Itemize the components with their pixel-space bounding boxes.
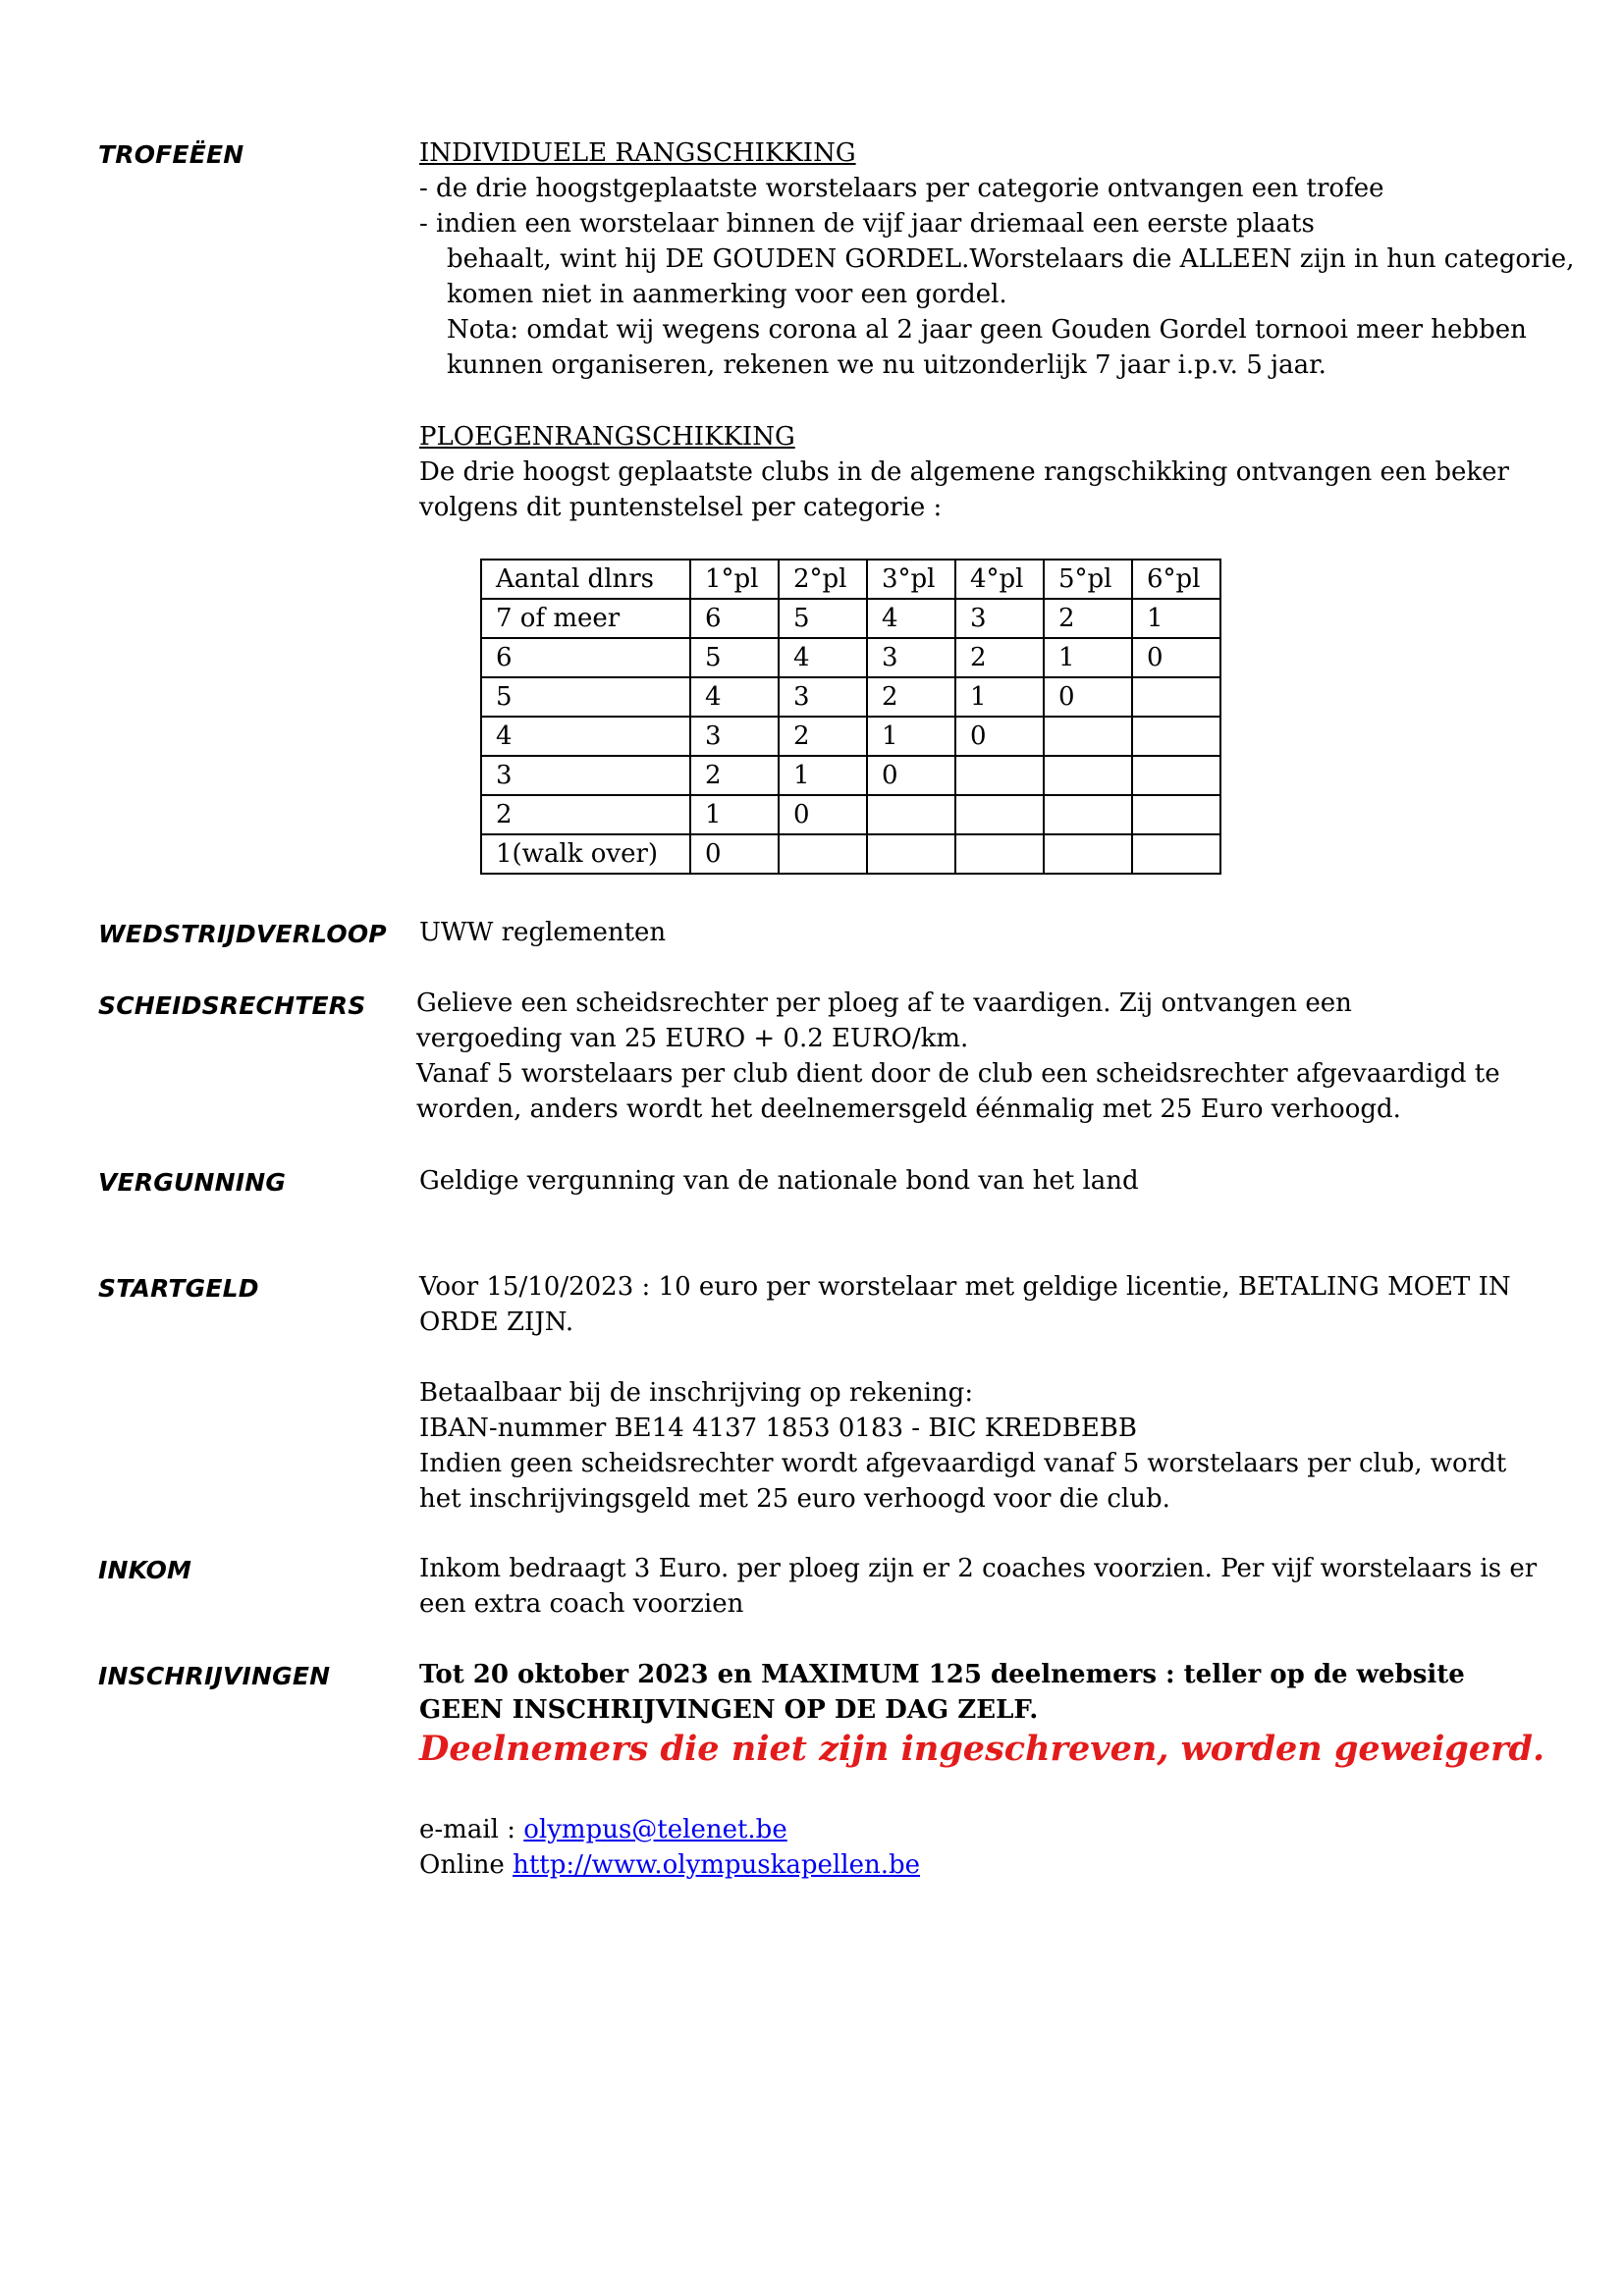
table-cell [1132,677,1220,717]
no-same-day-line: GEEN INSCHRIJVINGEN OP DE DAG ZELF. [419,1695,1039,1725]
table-cell [1132,834,1220,874]
table-cell: 4 [481,717,690,756]
table-cell: 1 [867,717,955,756]
table-cell [955,756,1044,795]
points-table-header-row [481,560,1220,599]
iban-line: IBAN-nummer BE14 4137 1853 0183 - BIC KREDBEBB [419,1414,1138,1443]
table-cell: 4 [867,599,955,638]
section-inkom-body [419,1551,1558,1622]
table-row [481,834,1220,874]
table-cell: 2 [690,756,779,795]
website-line [419,1847,1558,1883]
table-cell: 0 [955,717,1044,756]
table-cell: 6 [481,638,690,677]
table-row [481,638,1220,677]
payment-line: Betaalbaar bij de inschrijving op rekening: [419,1378,974,1408]
table-cell: 3 [481,756,690,795]
section-startgeld-body [419,1269,1558,1340]
table-row [481,677,1220,717]
table-cell: 7 of meer [481,599,690,638]
table-cell [1044,834,1132,874]
table-cell [1132,756,1220,795]
table-cell: 0 [1132,638,1220,677]
section-scheidsrechters-body [416,986,1555,1127]
trofee-line: - indien een worstelaar binnen de vijf jaar driemaal een eerste plaats [419,209,1315,239]
table-cell: 2 [481,795,690,834]
trofee-line: behaalt, wint hij DE GOUDEN GORDEL.Worstelaars die ALLEEN zijn in hun categorie, [447,244,1575,274]
table-cell: 2 [867,677,955,717]
table-cell: 0 [867,756,955,795]
points-table-header: 5°pl [1044,560,1132,599]
table-cell: 0 [779,795,867,834]
table-cell: 3 [867,638,955,677]
payment-block [419,1375,1558,1517]
points-table-header: Aantal dlnrs [481,560,690,599]
points-table-header: 4°pl [955,560,1044,599]
section-label-scheidsrechters: SCHEIDSRECHTERS [98,991,366,1020]
email-link[interactable]: olympus@telenet.be [523,1815,787,1844]
points-table-header: 1°pl [690,560,779,599]
payment-line: Indien geen scheidsrechter wordt afgevaardigd vanaf 5 worstelaars per club, wordt [419,1449,1507,1478]
table-cell [1132,795,1220,834]
table-cell: 1 [1132,599,1220,638]
table-row [481,795,1220,834]
table-cell: 1 [955,677,1044,717]
trofee-line: komen niet in aanmerking voor een gordel. [447,280,1007,309]
scheidsrechters-line: Vanaf 5 worstelaars per club dient door de club een scheidsrechter afgevaardigd te [416,1059,1500,1089]
section-label-startgeld: STARTGELD [98,1274,259,1303]
startgeld-line: Voor 15/10/2023 : 10 euro per worstelaar met geldige licentie, BETALING MOET IN [419,1272,1511,1302]
table-row [481,717,1220,756]
table-cell: 3 [690,717,779,756]
table-cell: 2 [779,717,867,756]
website-label: Online [419,1850,514,1880]
table-cell: 2 [955,638,1044,677]
scheidsrechters-line: Gelieve een scheidsrechter per ploeg af te vaardigen. Zij ontvangen een [416,988,1352,1018]
table-cell: 0 [1044,677,1132,717]
points-table-header: 2°pl [779,560,867,599]
nota-line: Nota: omdat wij wegens corona al 2 jaar geen Gouden Gordel tornooi meer hebben [447,315,1527,345]
inkom-line: een extra coach voorzien [419,1589,744,1619]
table-cell: 5 [779,599,867,638]
team-ranking-line: volgens dit puntenstelsel per categorie : [419,493,943,522]
scheidsrechters-line: vergoeding van 25 EURO + 0.2 EURO/km. [416,1024,969,1053]
scheidsrechters-line: worden, anders wordt het deelnemersgeld éénmalig met 25 Euro verhoogd. [416,1095,1401,1124]
section-label-vergunning: VERGUNNING [98,1168,287,1197]
vergunning-text: Geldige vergunning van de nationale bond van het land [419,1166,1139,1196]
table-cell: 1 [779,756,867,795]
table-cell [1132,717,1220,756]
table-cell [867,795,955,834]
table-cell: 5 [481,677,690,717]
table-cell [1044,795,1132,834]
table-row [481,599,1220,638]
table-cell: 4 [690,677,779,717]
email-line [419,1812,1558,1847]
table-cell [779,834,867,874]
table-row [481,756,1220,795]
table-cell: 4 [779,638,867,677]
section-label-trofeeen: TROFEËEN [98,140,244,169]
table-cell: 3 [955,599,1044,638]
section-label-wedstrijdverloop: WEDSTRIJDVERLOOP [98,920,387,948]
section-inschrijvingen-body [419,1657,1558,1771]
section-label-inschrijvingen: INSCHRIJVINGEN [98,1662,331,1690]
points-table-header: 6°pl [1132,560,1220,599]
table-cell: 1 [690,795,779,834]
table-cell [1044,756,1132,795]
inkom-line: Inkom bedraagt 3 Euro. per ploeg zijn er 2 coaches voorzien. Per vijf worstelaars is er [419,1554,1538,1583]
table-cell: 0 [690,834,779,874]
section-trofeeen-body [419,135,1575,383]
table-cell [1044,717,1132,756]
website-link[interactable]: http://www.olympuskapellen.be [513,1850,920,1880]
table-cell: 2 [1044,599,1132,638]
team-ranking-line: De drie hoogst geplaatste clubs in de algemene rangschikking ontvangen een beker [419,457,1509,487]
points-table-header: 3°pl [867,560,955,599]
table-cell [955,795,1044,834]
team-ranking-block [419,419,1558,525]
table-cell [867,834,955,874]
startgeld-line: ORDE ZIJN. [419,1308,574,1337]
table-cell: 6 [690,599,779,638]
contact-block [419,1812,1558,1883]
refusal-warning: Deelnemers die niet zijn ingeschreven, worden geweigerd. [419,1729,1545,1769]
section-label-inkom: INKOM [98,1556,192,1584]
trofee-line: - de drie hoogstgeplaatste worstelaars per categorie ontvangen een trofee [419,174,1384,203]
team-ranking-heading: PLOEGENRANGSCHIKKING [419,422,795,452]
table-cell: 5 [690,638,779,677]
points-table [480,559,1221,875]
table-cell: 1(walk over) [481,834,690,874]
table-cell: 1 [1044,638,1132,677]
deadline-line: Tot 20 oktober 2023 en MAXIMUM 125 deelnemers : teller op de website [419,1660,1465,1689]
individual-ranking-heading: INDIVIDUELE RANGSCHIKKING [419,138,856,168]
table-cell: 3 [779,677,867,717]
wedstrijdverloop-text: UWW reglementen [419,918,667,947]
email-label: e-mail : [419,1815,524,1844]
nota-line: kunnen organiseren, rekenen we nu uitzonderlijk 7 jaar i.p.v. 5 jaar. [447,350,1326,380]
payment-line: het inschrijvingsgeld met 25 euro verhoogd voor die club. [419,1484,1170,1514]
table-cell [955,834,1044,874]
